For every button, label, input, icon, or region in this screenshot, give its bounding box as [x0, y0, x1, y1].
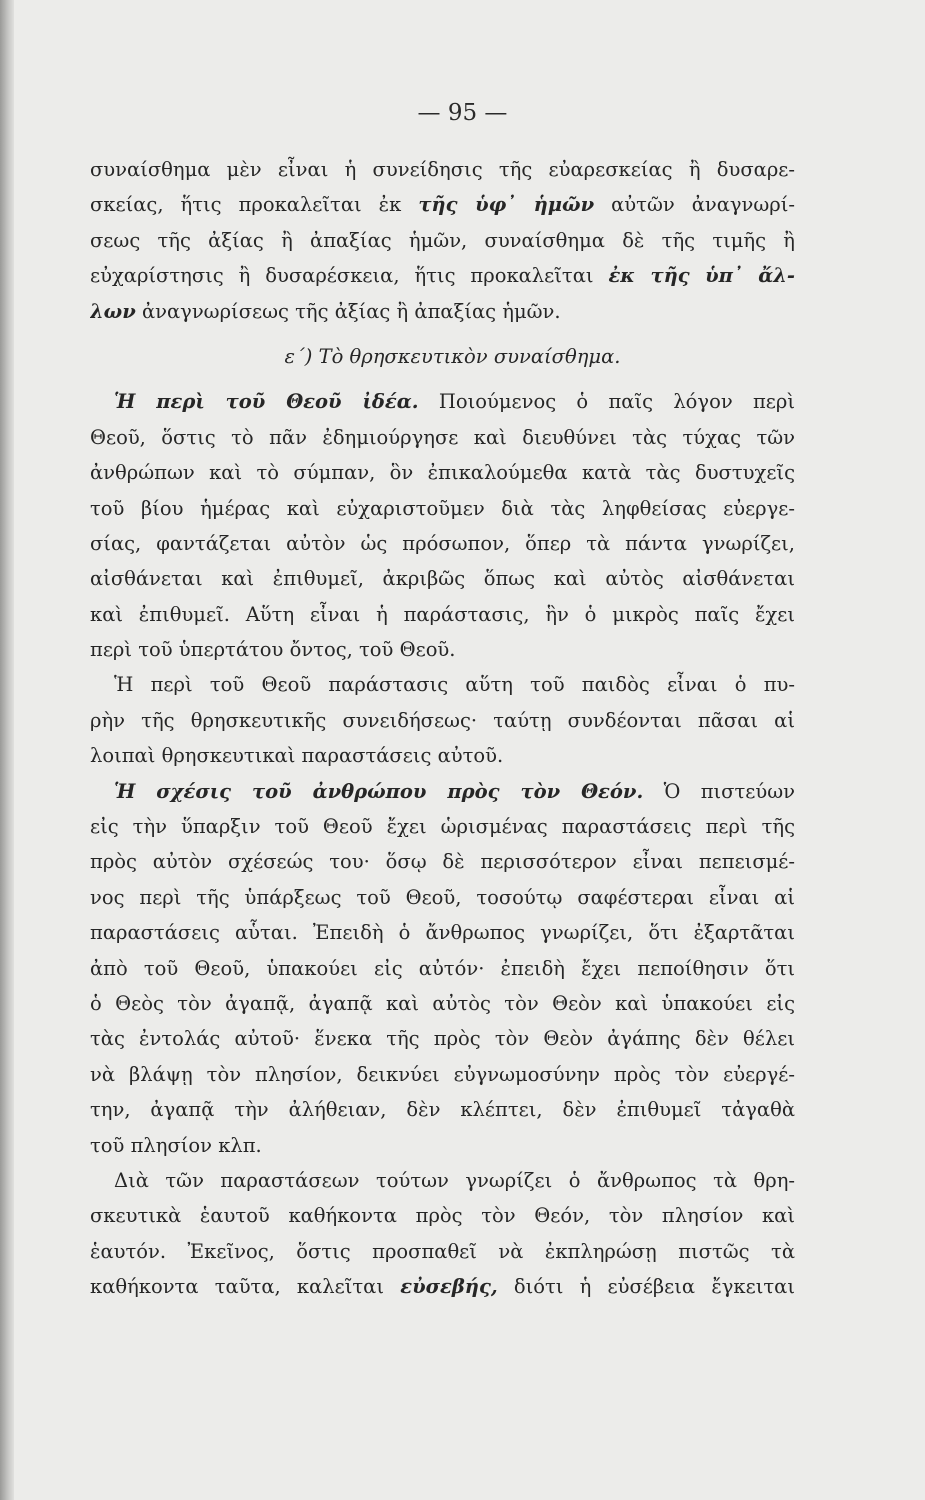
- text-line: [90, 1163, 795, 1198]
- emphasis-text: εὐσεβής,: [400, 1275, 498, 1299]
- text-segment: ε΄) Τὸ θρησκευτικὸν συναίσθημα.: [284, 344, 621, 368]
- text-segment: νὰ βλάψῃ τὸν πλησίον, δεικνύει εὐγνωμοσύνην πρὸς τὸν εὐεργέ-: [90, 1062, 795, 1086]
- text-segment: ἀνθρώπων καὶ τὸ σύμπαν, ὃν ἐπικαλούμεθα κατὰ τὰς δυστυχεῖς: [90, 461, 795, 485]
- text-line: [90, 1198, 795, 1233]
- text-line: [90, 455, 795, 490]
- page-binding-edge: [0, 0, 14, 1500]
- text-line: [90, 1269, 795, 1304]
- emphasis-text: ἐκ τῆς ὑπ᾽ ἄλ-: [608, 264, 795, 288]
- text-segment: σεως τῆς ἀξίας ἢ ἀπαξίας ἡμῶν, συναίσθημα δὲ τῆς τιμῆς ἢ: [90, 228, 795, 252]
- text-segment: σκείας, ἥτις προκαλεῖται ἐκ: [90, 193, 419, 217]
- text-line: [90, 809, 795, 844]
- text-line: [90, 632, 795, 667]
- text-line: [90, 1128, 795, 1163]
- text-segment: σίας, φαντάζεται αὐτὸν ὡς πρόσωπον, ὅπερ τὰ πάντα γνωρίζει,: [90, 531, 795, 555]
- text-line: [90, 384, 795, 419]
- text-segment: τοῦ βίου ἡμέρας καὶ εὐχαριστοῦμεν διὰ τὰς ληφθείσας εὐεργε-: [90, 496, 795, 520]
- emphasis-text: τῆς ὑφ᾽ ἡμῶν: [418, 193, 595, 217]
- text-segment: εὐχαρίστησις ἢ δυσαρέσκεια, ἥτις προκαλεῖται: [90, 264, 609, 288]
- text-segment: σκευτικὰ ἑαυτοῦ καθήκοντα πρὸς τὸν Θεόν, τὸν πλησίον καὶ: [90, 1204, 795, 1228]
- text-segment: νος περὶ τῆς ὑπάρξεως τοῦ Θεοῦ, τοσούτῳ σαφέστεραι εἶναι αἱ: [90, 885, 795, 909]
- text-line: [90, 844, 795, 879]
- text-segment: ἀπὸ τοῦ Θεοῦ, ὑπακούει εἰς αὐτόν· ἐπειδὴ ἔχει πεποίθησιν ὅτι: [90, 956, 795, 980]
- text-segment: ρὴν τῆς θρησκευτικῆς συνειδήσεως· ταύτῃ συνδέονται πᾶσαι αἱ: [90, 708, 795, 732]
- text-segment: Θεοῦ, ὅστις τὸ πᾶν ἐδημιούργησε καὶ διευθύνει τὰς τύχας τῶν: [90, 425, 795, 449]
- text-segment: καὶ ἐπιθυμεῖ. Αὕτη εἶναι ἡ παράστασις, ἣν ὁ μικρὸς παῖς ἔχει: [90, 602, 795, 626]
- text-line: [90, 491, 795, 526]
- text-line: [90, 1021, 795, 1056]
- text-segment: την, ἀγαπᾷ τὴν ἀλήθειαν, δὲν κλέπτει, δὲν ἐπιθυμεῖ τἀγαθὰ: [90, 1098, 795, 1122]
- text-line: [90, 880, 795, 915]
- text-line: [90, 597, 795, 632]
- text-line: [90, 294, 795, 329]
- text-segment: περὶ τοῦ ὑπερτάτου ὄντος, τοῦ Θεοῦ.: [90, 638, 456, 662]
- text-line: [90, 223, 795, 258]
- text-line: [90, 703, 795, 738]
- text-segment: εἰς τὴν ὕπαρξιν τοῦ Θεοῦ ἔχει ὡρισμένας παραστάσεις περὶ τῆς: [90, 815, 795, 839]
- text-line: [90, 986, 795, 1021]
- text-line: [90, 187, 795, 222]
- text-segment: πρὸς αὐτὸν σχέσεώς του· ὅσῳ δὲ περισσότερον εἶναι πεπεισμέ-: [90, 850, 795, 874]
- text-segment: Ἡ περὶ τοῦ Θεοῦ παράστασις αὕτη τοῦ παιδὸς εἶναι ὁ πυ-: [114, 673, 795, 697]
- body-text: [90, 152, 795, 1305]
- page-number: — 95 —: [417, 100, 508, 126]
- text-segment: διότι ἡ εὐσέβεια ἔγκειται: [497, 1275, 795, 1299]
- text-segment: αἰσθάνεται καὶ ἐπιθυμεῖ, ἀκριβῶς ὅπως καὶ αὐτὸς αἰσθάνεται: [90, 567, 795, 591]
- text-segment: Ὁ πιστεύων: [643, 779, 795, 803]
- text-line: [90, 258, 795, 293]
- section-heading: [90, 339, 795, 374]
- text-segment: τὰς ἐντολάς αὐτοῦ· ἕνεκα τῆς πρὸς τὸν Θεὸν ἀγάπης δὲν θέλει: [90, 1027, 795, 1051]
- text-line: [90, 667, 795, 702]
- text-line: [90, 738, 795, 773]
- text-segment: Ποιούμενος ὁ παῖς λόγον περὶ: [418, 390, 795, 414]
- text-line: [90, 152, 795, 187]
- text-segment: ὁ Θεὸς τὸν ἀγαπᾷ, ἀγαπᾷ καὶ αὐτὸς τὸν Θεὸν καὶ ὑπακούει εἰς: [90, 991, 795, 1015]
- text-segment: λοιπαὶ θρησκευτικαὶ παραστάσεις αὐτοῦ.: [90, 744, 504, 768]
- text-line: [90, 1057, 795, 1092]
- text-line: [90, 1092, 795, 1127]
- text-line: [90, 774, 795, 809]
- text-line: [90, 561, 795, 596]
- text-line: [90, 1234, 795, 1269]
- text-segment: Διὰ τῶν παραστάσεων τούτων γνωρίζει ὁ ἄνθρωπος τὰ θρη-: [114, 1168, 795, 1192]
- text-segment: συναίσθημα μὲν εἶναι ἡ συνείδησις τῆς εὐαρεσκείας ἢ δυσαρε-: [90, 158, 795, 181]
- text-segment: αὐτῶν ἀναγνωρί-: [594, 193, 795, 217]
- text-line: [90, 915, 795, 950]
- emphasis-text: Ἡ περὶ τοῦ Θεοῦ ἰδέα.: [114, 390, 419, 414]
- text-line: [90, 526, 795, 561]
- text-segment: τοῦ πλησίον κλπ.: [90, 1133, 262, 1157]
- text-segment: παραστάσεις αὗται. Ἐπειδὴ ὁ ἄνθρωπος γνωρίζει, ὅτι ἐξαρτᾶται: [90, 921, 795, 945]
- text-segment: ἀναγνωρίσεως τῆς ἀξίας ἢ ἀπαξίας ἡμῶν.: [135, 299, 561, 323]
- emphasis-text: λων: [90, 299, 136, 323]
- emphasis-text: Ἡ σχέσις τοῦ ἀνθρώπου πρὸς τὸν Θεόν.: [114, 779, 644, 803]
- text-line: [90, 420, 795, 455]
- text-line: [90, 951, 795, 986]
- text-segment: καθήκοντα ταῦτα, καλεῖται: [90, 1275, 401, 1299]
- text-segment: ἑαυτόν. Ἐκεῖνος, ὅστις προσπαθεῖ νὰ ἐκπληρώσῃ πιστῶς τὰ: [90, 1239, 795, 1263]
